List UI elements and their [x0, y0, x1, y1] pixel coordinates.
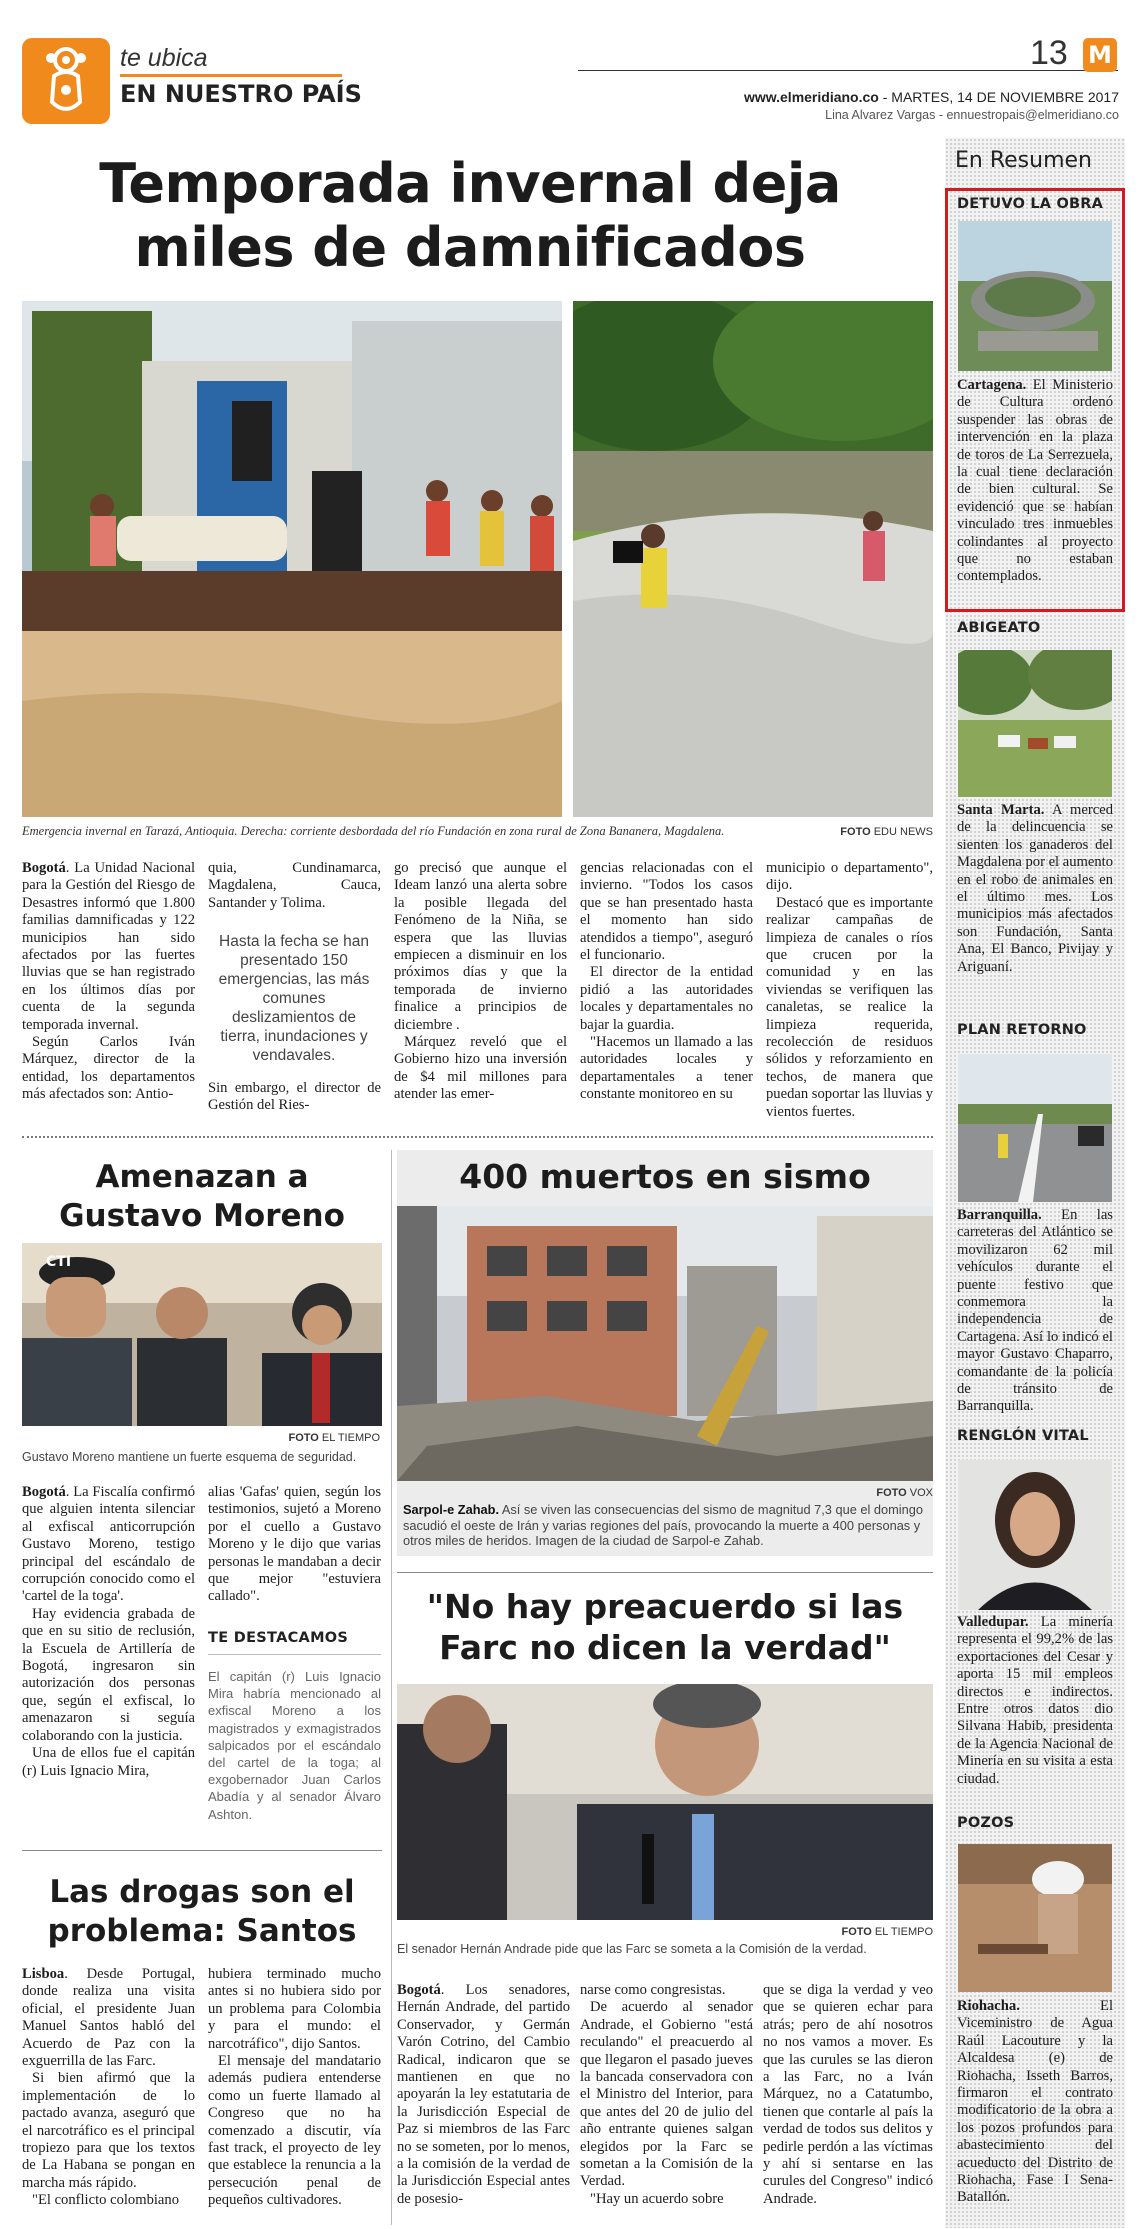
lead-column-5: municipio o departamento", dijo. Destacó que es importante realizar campañas de limpieza de canales o ríos que crucen por la comunidad y en las viviendas se verifiquen las canaletas, se realice la limpieza requerida, recolección de residuos sólidos y reforzamiento en techos, de manera que puedan soportar las lluvias y vientos fuertes. — [766, 860, 933, 1120]
moreno-column-2: alias 'Gafas' quien, según los testimonios, sujetó a Moreno por el cuello a Gustavo Moreno y le dijo que varias personas le mandaban a decir que mejor "estuviera callado". — [208, 1484, 381, 1605]
sidebar-item-label: DETUVO LA OBRA — [957, 196, 1104, 212]
sidebar-item-text: Barranquilla. En las carreteras del Atlántico se movilizaron 62 mil vehículos durante el puente festivo que conmemora la independencia de Cartagena. Así lo indicó el mayor Gustavo Chaparro, comandante de la policía de tránsito de Barranquilla. — [957, 1207, 1113, 1415]
section-kicker: te ubica — [120, 44, 208, 72]
sidebar-item-text: Riohacha. El Viceministro de Agua Raúl Lacouture y la Alcaldesa (e) de Riohacha, Isseth Barros, firmaron el contrato modificatorio de la obra a los pozos profundos para abastecimiento del acueducto del Distrito de Riohacha, Fase I Sena-Batallón. — [957, 1998, 1113, 2206]
wells-photo — [958, 1844, 1112, 1992]
drugs-column-2: hubiera terminado mucho antes si no hubiera sido por un problema para Colombia y para el mundo: el narcotráfico", dijo Santos. El mensaje del mandatario además pudiera entenderse como un fuerte llamado al Congreso que no ha comenzado a discutir, vía fast track, el proyecto de ley que establece la renuncia a la persecución penal de pequeños cultivadores. — [208, 1966, 381, 2209]
sidebar-item-label: ABIGEATO — [957, 620, 1041, 636]
sidebar-item-label: POZOS — [957, 1815, 1015, 1831]
moreno-photo-credit: FOTO EL TIEMPO — [288, 1432, 380, 1444]
lead-column-2-top: quia, Cundinamarca, Magdalena, Cauca, Santander y Tolima. — [208, 860, 381, 911]
drugs-column-1: Lisboa. Desde Portugal, donde realiza una visita oficial, el presidente Juan Manuel Santos habló del Acuerdo de Paz con la exguerrilla de las Farc. Si bien afirmó que la implementación de lo pactado avanza, aseguró que el narcotráfico es el principal tropiezo para que los textos de La Habana se pongan en marcha más rápido. "El conflicto colombiano — [22, 1966, 195, 2209]
dateline-city: Bogotá — [397, 1982, 441, 1998]
farc-photo-credit: FOTO EL TIEMPO — [841, 1926, 933, 1938]
sidebar-item-label: PLAN RETORNO — [957, 1022, 1087, 1038]
story-divider — [397, 1572, 933, 1573]
cattle-photo — [958, 650, 1112, 797]
farc-column-2: narse como congresistas. De acuerdo al senador Andrade, el Gobierno "está reculando" el preacuerdo al que llegaron el pasado jueves la bancada conservadora con el Ministro del Interior, para que antes del 20 de julio del año entrante quienes salgan elegidos por la Farc se sometan a la Comisión de la Verdad. "Hay un acuerdo sobre — [580, 1982, 753, 2207]
section-name: EN NUESTRO PAÍS — [120, 80, 362, 108]
dateline-city: Bogotá — [22, 1484, 66, 1500]
site-url[interactable]: www.elmeridiano.co — [743, 89, 879, 105]
quake-photo — [397, 1206, 933, 1481]
quake-photo-credit: FOTO VOX — [876, 1487, 933, 1499]
cti-badge: CTI — [46, 1254, 72, 1270]
section-logo — [22, 38, 110, 124]
story-divider — [22, 1850, 382, 1851]
dateline-city: Bogotá — [22, 860, 66, 876]
lead-pull-quote: Hasta la fecha se han presentado 150 emergencias, las más comunes deslizamientos de tierra, inundaciones y vendavales. — [218, 933, 370, 1064]
sidebar-item-text: Valledupar. La minería representa el 99,2% de las exportaciones del Cesar y aporta 15 mil empleos directos e indirectos. Entre otros datos dio Silvana Habib, presidenta de la Agencia Nacional de Minería en su visita a esta ciudad. — [957, 1614, 1113, 1787]
figure-icon — [22, 38, 110, 124]
lead-photo-credit: FOTO EDU NEWS — [840, 826, 933, 838]
newspaper-logo: M — [1083, 38, 1117, 72]
lead-caption: Emergencia invernal en Tarazá, Antioquia. Derecha: corriente desbordada del río Fundación en zona rural de Zona Bananera, Magdalena. — [22, 824, 725, 838]
sidebar-title: En Resumen — [955, 148, 1092, 173]
issue-date: - MARTES, 14 DE NOVIEMBRE 2017 — [878, 89, 1119, 105]
lead-photo-left — [22, 301, 562, 817]
farc-caption: El senador Hernán Andrade pide que las Farc se someta a la Comisión de la verdad. — [397, 1942, 867, 1956]
column-rule — [391, 1150, 392, 2225]
moreno-column-1: Bogotá. La Fiscalía confirmó que alguien intenta silenciar al exfiscal anticorrupción Gustavo Moreno, testigo principal del escándalo de corrupción conocido como el 'cartel de la toga'. Hay evidencia grabada de que en su sitio de reclusión, la Escuela de Artillería de Bogotá, ingresaron sin autorización dos personas que, según el exfiscal, lo amenazaron si seguía colaborando con la justicia. Una de ellos fue el capitán (r) Luis Ignacio Mira, — [22, 1484, 195, 1779]
byline: Lina Alvarez Vargas - ennuestropais@elmeridiano.co — [825, 108, 1119, 122]
sidebar-item-label: RENGLÓN VITAL — [957, 1428, 1089, 1444]
drugs-headline: Las drogas son el problema: Santos — [47, 1874, 357, 1949]
farc-photo — [397, 1684, 933, 1920]
farc-headline: "No hay preacuerdo si las Farc no dicen la verdad" — [426, 1587, 904, 1667]
sidebox-text: El capitán (r) Luis Ignacio Mira habría mencionado al exfiscal Moreno a los magistrados y exmagistrados salpicados por el escándalo del cartel de la toga; al exgobernador Juan Carlos Abadía y al senador Álvaro Ashton. — [208, 1669, 381, 1822]
sidebar-item-text: Cartagena. El Ministerio de Cultura ordenó suspender las obras de intervención en la plaza de toros de La Serrezuela, la cual tiene declaración de bien cultural. Se evidenció que se habían vinculado tres inmuebles colindantes al proyecto que no estaban contemplados. — [957, 377, 1113, 585]
moreno-photo — [22, 1243, 382, 1426]
section-rule — [120, 74, 342, 77]
section-divider — [22, 1136, 933, 1138]
quake-caption: Sarpol-e Zahab. Así se viven las consecuencias del sismo de magnitud 7,3 que el domingo sacudió el oeste de Irán y varias regiones del país, provocando la muerte a 400 personas y otros miles de heridos. Imagen de la ciudad de Sarpol-e Zahab. — [403, 1502, 923, 1548]
quake-headline: 400 muertos en sismo — [459, 1157, 871, 1196]
lead-column-2-bottom: Sin embargo, el director de Gestión del Ries- — [208, 1080, 381, 1114]
bullring-photo — [958, 221, 1112, 371]
moreno-caption: Gustavo Moreno mantiene un fuerte esquema de seguridad. — [22, 1450, 357, 1464]
portrait-photo — [958, 1460, 1112, 1610]
page-number: 13 — [1030, 34, 1068, 72]
farc-column-3: que se diga la verdad y veo que se quieren echar para atrás; pero de ahí nosotros no nos vamos a mover. Es que las curules se las dieron a las Farc, no a Iván Márquez, no a Catatumbo, tienen que contarle al país la verdad de todos sus delitos y pedirle perdón a las víctimas y ahí si sentarse en las curules del Congreso" indicó Andrade. — [763, 1982, 933, 2207]
lead-photo-right — [573, 301, 933, 817]
sidebar-item-text: Santa Marta. A merced de la delincuencia se sienten los ganaderos del Magdalena por el aumento en el robo de animales en el último mes. Los municipios más afectados son Fundación, Santa Ana, El Banco, Pivijay y Ariguaní. — [957, 802, 1114, 975]
sidebox-title: TE DESTACAMOS — [208, 1630, 381, 1655]
highway-photo — [958, 1054, 1112, 1202]
dateline — [744, 89, 1119, 105]
lead-column-4: gencias relacionadas con el invierno. "Todos los casos que se han presentado hasta el momento han sido atendidos a tiempo", aseguró el funcionario. El director de la entidad pidió a las autoridades locales y departamentales no bajar la guardia. "Hacemos un llamado a las autoridades locales y departamentales a tener constante monitoreo en su — [580, 860, 753, 1103]
lead-column-3: go precisó que aunque el Ideam lanzó una alerta sobre la posible llegada del Fenómeno de la Niña, se espera que las lluvias empiecen a disminuir en los próximos días y que la temporada de invierno finalice a principios de diciembre . Márquez reveló que el Gobierno hizo una inversión de $4 mil millones para atender las emer- — [394, 860, 567, 1103]
lead-headline: Temporada invernal deja miles de damnificados — [99, 152, 841, 279]
lead-column-1: Bogotá. La Unidad Nacional para la Gestión del Riesgo de Desastres informó que 1.800 familias damnificadas y 122 municipios han sido afectados por las fuertes lluvias que se han registrado en los últimos días por cuenta de la segunda temporada invernal. Según Carlos Iván Márquez, director de la entidad, los departamentos más afectados son: Antio- — [22, 860, 195, 1103]
farc-column-1: Bogotá. Los senadores, Hernán Andrade, del partido Conservador, y Germán Varón Cotrino, del Cambio Radical, indicaron que se mantienen en que no apoyarán la ley estatutaria de la Jurisdicción Especial de Paz si miembros de las Farc no se someten, por lo menos, a la comisión de la verdad de la Jurisdicción Especial antes de posesio- — [397, 1982, 570, 2207]
moreno-headline: Amenazan a Gustavo Moreno — [59, 1159, 345, 1234]
dateline-city: Lisboa — [22, 1966, 65, 1982]
